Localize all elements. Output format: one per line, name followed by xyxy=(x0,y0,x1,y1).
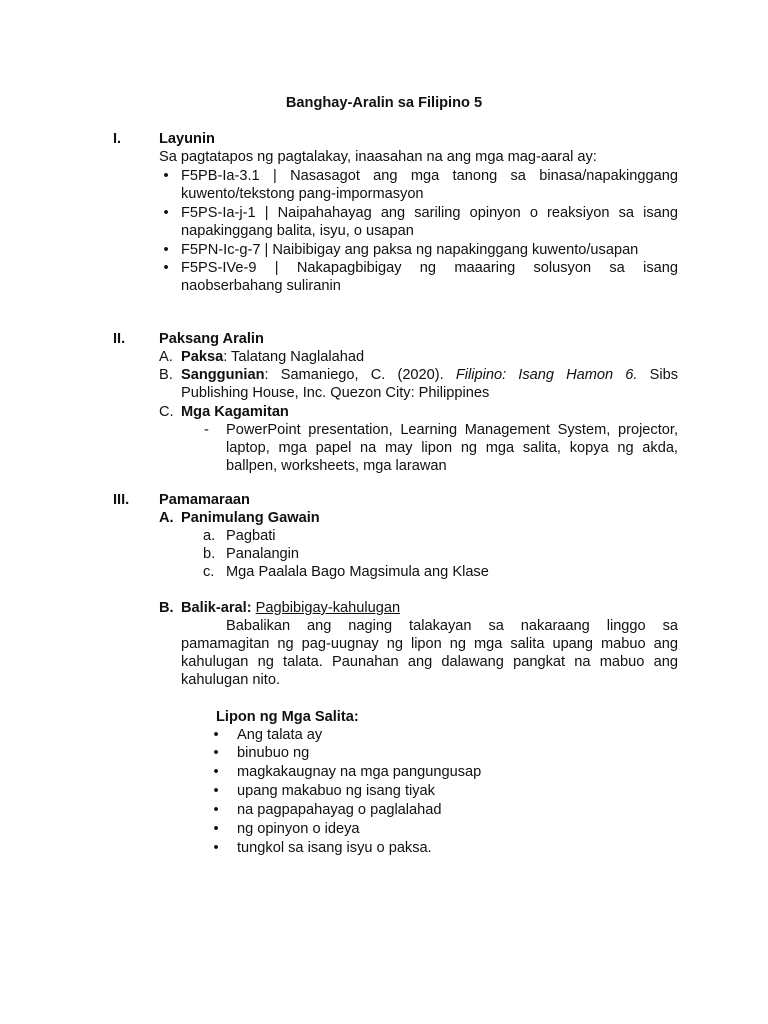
activity-item: Mga Paalala Bago Magsimula ang Klase xyxy=(226,564,489,580)
lipon-item: na pagpapahayag o paglalahad xyxy=(237,802,442,818)
bullet-icon: • xyxy=(163,168,169,184)
lipon-heading: Lipon ng Mga Salita: xyxy=(216,709,359,725)
section-2-heading: Paksang Aralin xyxy=(159,331,264,347)
kagamitan-heading: Mga Kagamitan xyxy=(181,404,289,420)
section-1-number: I. xyxy=(113,131,122,147)
item-letter: A. xyxy=(159,349,173,365)
balik-aral-subtopic: Pagbibigay-kahulugan xyxy=(255,600,401,616)
item-letter: B. xyxy=(159,600,174,616)
item-letter: A. xyxy=(159,510,174,526)
bullet-icon: • xyxy=(213,727,219,743)
paksa-value: : Talatang Naglalahad xyxy=(223,349,365,365)
sanggunian-label: Sanggunian xyxy=(181,367,265,383)
bullet-icon: • xyxy=(163,205,169,221)
sub-letter: b. xyxy=(203,546,216,562)
sub-letter: c. xyxy=(203,564,215,580)
balik-aral-paragraph: Babalikan ang naging talakayan sa nakaraang linggo sa pamamagitan ng pag-uugnay ng lipon ng mga salita upang mabuo ang kahulugan ng talata. Paunahan ang dalawang pangkat na mabuo ang kahulugan nito. xyxy=(181,618,678,688)
sanggunian-value: : Samaniego, C. (2020). xyxy=(264,367,456,383)
lipon-item: Ang talata ay xyxy=(237,727,323,743)
section-1-heading: Layunin xyxy=(159,131,215,147)
paksa-line xyxy=(181,348,364,366)
document-title: Banghay-Aralin sa Filipino 5 xyxy=(285,95,483,111)
activity-item: Panalangin xyxy=(226,546,300,562)
section-1-intro: Sa pagtatapos ng pagtalakay, inaasahan na ang mga mag-aaral ay: xyxy=(159,149,597,165)
bullet-icon: • xyxy=(213,840,219,856)
item-letter: C. xyxy=(159,404,174,420)
sanggunian-line xyxy=(181,366,678,402)
section-3-number: III. xyxy=(113,492,130,508)
objective-item: F5PS-Ia-j-1 | Naipahahayag ang sariling opinyon o reaksiyon sa isang napakinggang balita, isyu, o usapan xyxy=(181,205,678,239)
section-3-heading: Pamamaraan xyxy=(159,492,250,508)
activity-item: Pagbati xyxy=(226,528,276,544)
objective-item: F5PB-Ia-3.1 | Nasasagot ang mga tanong sa binasa/napakinggang kuwento/tekstong pang-impormasyon xyxy=(181,168,678,202)
balik-aral-heading: Balik-aral: xyxy=(181,600,252,616)
book-title: Filipino: Isang Hamon 6. xyxy=(455,367,638,383)
sub-letter: a. xyxy=(203,528,216,544)
lipon-item: magkakaugnay na mga pangungusap xyxy=(237,764,482,780)
balik-aral-line xyxy=(181,599,400,617)
kagamitan-list: PowerPoint presentation, Learning Management System, projector, laptop, mga papel na may lipon ng mga salita, kopya ng akda, ballpen, worksheets, mga larawan xyxy=(226,422,678,474)
lipon-item: binubuo ng xyxy=(237,745,310,761)
objective-item: F5PN-Ic-g-7 | Naibibigay ang paksa ng napakinggang kuwento/usapan xyxy=(181,242,639,258)
lipon-item: upang makabuo ng isang tiyak xyxy=(237,783,435,799)
paksa-label: Paksa xyxy=(181,349,224,365)
bullet-icon: • xyxy=(213,764,219,780)
section-2-number: II. xyxy=(113,331,126,347)
item-letter: B. xyxy=(159,367,173,383)
bullet-icon: • xyxy=(213,802,219,818)
lipon-item: tungkol sa isang isyu o paksa. xyxy=(237,840,432,856)
objective-item: F5PS-IVe-9 | Nakapagbibigay ng maaaring solusyon sa isang naobserbahang suliranin xyxy=(181,260,678,294)
lipon-item: ng opinyon o ideya xyxy=(237,821,360,837)
bullet-icon: • xyxy=(213,745,219,761)
publisher: Sibs Publishing House, Inc. Quezon City: Philippines xyxy=(181,367,678,401)
bullet-icon: • xyxy=(163,260,169,276)
dash-marker: - xyxy=(204,422,209,438)
bullet-icon: • xyxy=(163,242,169,258)
bullet-icon: • xyxy=(213,783,219,799)
bullet-icon: • xyxy=(213,821,219,837)
panimulang-gawain-heading: Panimulang Gawain xyxy=(181,510,320,526)
